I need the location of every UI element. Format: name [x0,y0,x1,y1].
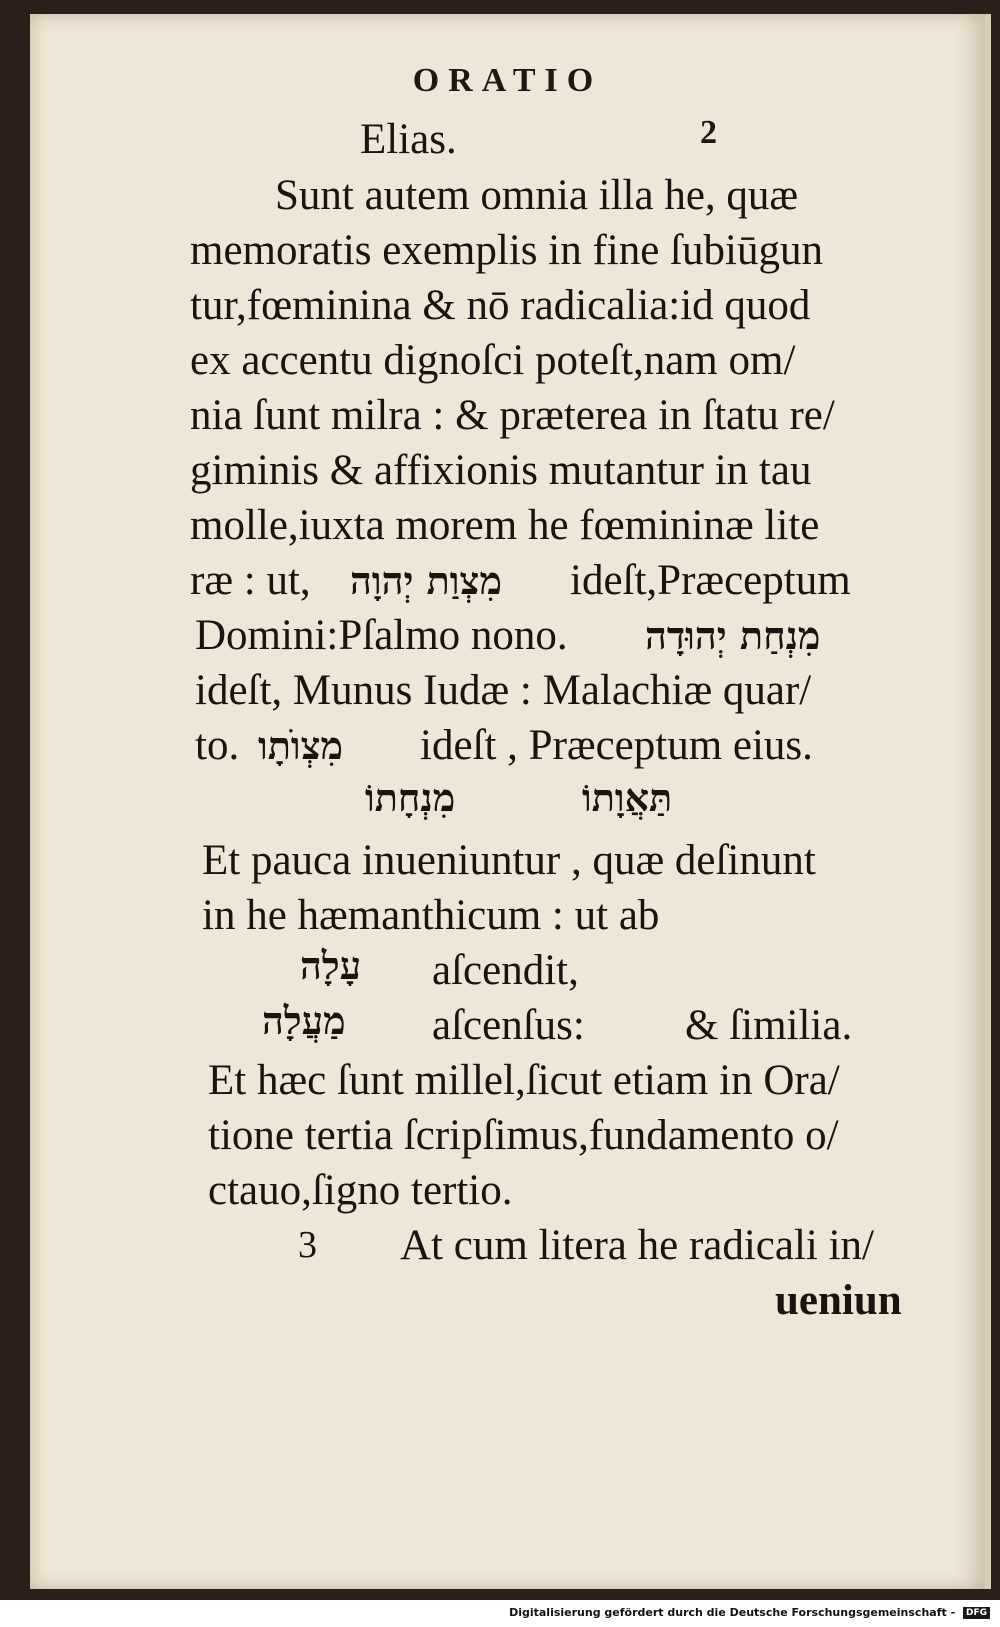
text-line: tur,fœminina & nō radicalia:id quod [190,282,811,329]
text-line: memoratis exemplis in fine ſubiūgun [190,227,823,274]
hebrew-word: מִצְוַת יְהוָה [350,558,502,603]
text-line: ideſt , Præceptum eius. [420,722,813,769]
text-line: nia ſunt milra : & præterea in ſtatu re/ [190,392,835,439]
hebrew-word: עָלָה [300,943,362,988]
text-line: ideſt, Munus Iudæ : Malachiæ quar/ [195,667,812,714]
text-line-elias: Elias. [360,116,457,163]
running-head: ORATIO [412,62,603,99]
text-line: ideſt,Præceptum [570,557,851,604]
digitization-credit [509,1606,990,1619]
text-line: Sunt autem omnia illa he, quæ [275,172,799,219]
text-line: molle,iuxta morem he fœmininæ lite [190,502,820,549]
text-line: ex accentu dignoſci poteſt,nam om/ [190,337,796,384]
hebrew-word: מִנְחָתוֹ [365,775,456,820]
catchword: ueniun [775,1277,902,1324]
text-line: ctauo,ſigno tertio. [208,1167,513,1214]
text-line: ræ : ut, [190,557,311,604]
text-line: to. [195,722,240,769]
text-line: Et hæc ſunt millel,ſicut etiam in Ora/ [208,1057,840,1104]
hebrew-word: מַעֲלָה [262,998,346,1043]
section-number: 3 [298,1224,317,1266]
page-number: 2 [700,114,717,151]
text-line: aſcenſus: [432,1002,585,1049]
text-line: Domini:Pſalmo nono. [195,612,568,659]
text-line: tione tertia ſcripſimus,fundamento o/ [208,1112,839,1159]
hebrew-word: מִצְוֺתָו [258,723,344,768]
hebrew-word: מִנְחַת יְהוּדָה [645,613,821,658]
text-line: in he hæmanthicum : ut ab [202,892,660,939]
credit-text: Digitalisierung gefördert durch die Deutsche Forschungsgemeinschaft - [509,1606,956,1619]
book-page [30,14,991,1589]
text-line: aſcendit, [432,947,579,994]
text-line: & ſimilia. [685,1002,853,1049]
dfg-logo: DFG [963,1607,990,1619]
text-line: At cum litera he radicali in/ [400,1222,875,1269]
text-line: Et pauca inueniuntur , quæ deſinunt [202,837,816,884]
text-line: giminis & affixionis mutantur in tau [190,447,812,494]
hebrew-word: תַּאֲוָתוֹ [582,775,673,820]
